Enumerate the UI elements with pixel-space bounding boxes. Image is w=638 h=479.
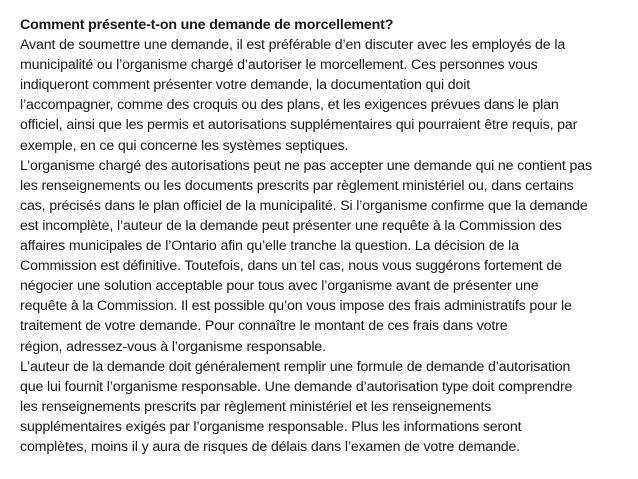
paragraph-line: L’auteur de la demande doit généralement remplir une formule de demande d’autorisation [20,358,571,375]
paragraph-line: Avant de soumettre une demande, il est préférable d’en discuter avec les employés de la [20,37,566,54]
document-body [20,15,632,457]
paragraph-line: complètes, moins il y aura de risques de délais dans l’examen de votre demande. [20,438,520,455]
paragraph-line: officiel, ainsi que les permis et autorisations supplémentaires qui pourraient être requis, par [20,117,578,134]
paragraph-line: est incomplète, l’auteur de la demande peut présenter une requête à la Commission des [20,217,562,234]
paragraph-line: requête à la Commission. Il est possible qu’on vous impose des frais administratifs pour le [20,298,572,315]
paragraph-application-form [20,357,632,457]
paragraph-line: Commission est définitive. Toutefois, dans un tel cas, nous vous suggérons fortement de [20,258,562,275]
paragraph-line: exemple, en ce qui concerne les systèmes septiques. [20,137,349,154]
paragraph-line: indiqueront comment présenter votre demande, la documentation qui doit [20,77,471,94]
paragraph-line: supplémentaires exigés par l’organisme responsable. Plus les informations seront [20,418,522,435]
paragraph-line: traitement de votre demande. Pour connaître le montant de ces frais dans votre [20,318,508,335]
paragraph-line: région, adressez-vous à l’organisme responsable. [20,338,326,355]
paragraph-line: négocier une solution acceptable pour tous avec l’organisme avant de présenter une [20,278,539,295]
paragraph-line: cas, précisés dans le plan officiel de la municipalité. Si l’organisme confirme que la demande [20,197,588,214]
paragraph-incomplete-application [20,156,632,357]
paragraph-line: les renseignements ou les documents prescrits par règlement ministériel ou, dans certains [20,177,574,194]
paragraph-line: l’accompagner, comme des croquis ou des plans, et les exigences prévues dans le plan [20,97,559,114]
paragraph-line: que lui fournit l’organisme responsable. Une demande d’autorisation type doit comprendre [20,378,573,395]
paragraph-submission-advice [20,35,632,156]
paragraph-line: les renseignements prescrits par règlement ministériel et les renseignements [20,398,492,415]
document-heading: Comment présente-t-on une demande de morcellement? [20,17,394,33]
paragraph-line: affaires municipales de l’Ontario afin qu’elle tranche la question. La décision de la [20,238,519,255]
paragraph-line: L’organisme chargé des autorisations peut ne pas accepter une demande qui ne contient pas [20,157,592,174]
paragraph-line: municipalité ou l’organisme chargé d’autoriser le morcellement. Ces personnes vous [20,57,538,74]
